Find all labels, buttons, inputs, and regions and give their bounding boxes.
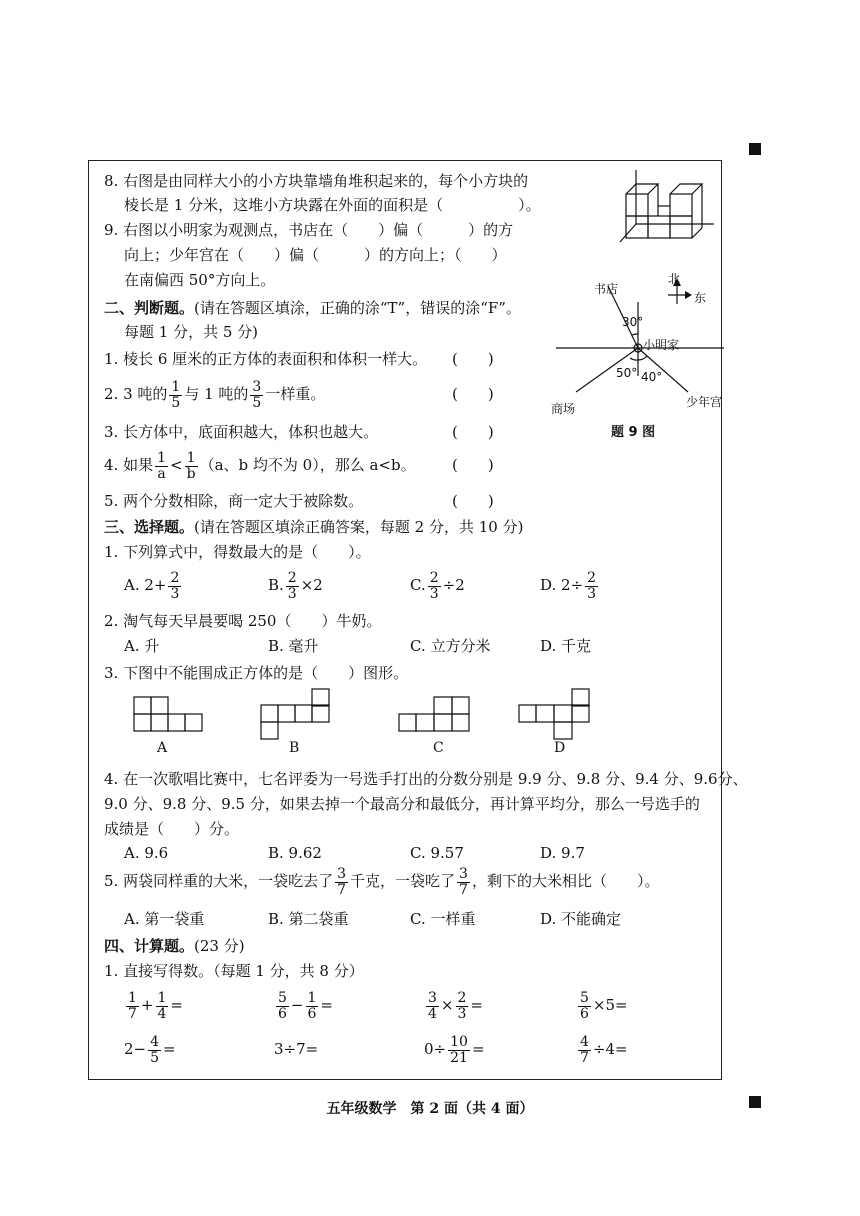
calc-expr-6: 3÷7= xyxy=(274,1040,319,1058)
cube-net-b[interactable] xyxy=(260,688,330,740)
choice-q4-option-d[interactable]: D. 9.7 xyxy=(540,844,585,862)
sec2-note: (请在答题区填涂，正确的涂“T”，错误的涂“F”。 xyxy=(194,299,521,317)
cube-net-c-label: C xyxy=(433,740,444,756)
choice-q1-option-b[interactable]: B. $\frac{2}{3}$ ×2 xyxy=(268,569,323,602)
choice-q1-option-d[interactable]: D. 2÷ $\frac{2}{3}$ xyxy=(540,569,597,602)
judge-paren-4[interactable]: ( ) xyxy=(452,456,494,474)
sec3-note: (请在答题区填涂正确答案，每题 2 分，共 10 分) xyxy=(194,518,524,536)
calc-expr-4: $\frac{5}{6}$ ×5= xyxy=(580,989,628,1022)
label-home: 小明家 xyxy=(643,338,680,352)
cube-net-d-label: D xyxy=(554,740,566,756)
choice-q2-option-a[interactable]: A. 升 xyxy=(124,637,160,655)
cube-net-a-label: A xyxy=(157,740,168,756)
choice-q5-option-b[interactable]: B. 第二袋重 xyxy=(268,910,349,928)
choice-q4-option-b[interactable]: B. 9.62 xyxy=(268,844,322,862)
sec4-title: 四、计算题。 xyxy=(104,937,195,955)
calc-expr-2: $\frac{5}{6}$ − $\frac{1}{6}$ = xyxy=(278,989,333,1022)
cube-net-d[interactable] xyxy=(518,688,590,740)
choice-q2-option-b[interactable]: B. 毫升 xyxy=(268,637,319,655)
q9-line1: 9. 右图以小明家为观测点，书店在（ ）偏（ ）的方 xyxy=(104,221,514,239)
judge-paren-1[interactable]: ( ) xyxy=(452,350,494,368)
figure-9-caption: 题 9 图 xyxy=(611,425,656,440)
judge-item-4: 4. 如果 $\frac{1}{a}$ < $\frac{1}{b}$ （a、b 均不为 0），那么 a<b。 xyxy=(104,449,416,482)
choice-q1-option-c[interactable]: C. $\frac{2}{3}$ ÷2 xyxy=(410,569,465,602)
choice-q4-option-c[interactable]: C. 9.57 xyxy=(410,844,464,862)
calc-expr-3: $\frac{3}{4}$ × $\frac{2}{3}$ = xyxy=(428,989,483,1022)
sec3-title: 三、选择题。 xyxy=(104,518,195,536)
judge-item-1: 1. 棱长 6 厘米的正方体的表面积和体积一样大。 xyxy=(104,350,428,368)
q9-line2: 向上；少年宫在（ ）偏（ ）的方向上；（ ） xyxy=(124,246,507,264)
choice-q4-line1: 4. 在一次歌唱比赛中，七名评委为一号选手打出的分数分别是 9.9 分、9.8 分、9.4 分、9.6分、 xyxy=(104,770,748,788)
label-east: 东 xyxy=(694,291,707,305)
sec2-note2: 每题 1 分，共 5 分) xyxy=(124,323,259,341)
judge-item-5: 5. 两个分数相除，商一定大于被除数。 xyxy=(104,492,364,510)
choice-q5: 5. 两袋同样重的大米，一袋吃去了 $\frac{3}{7}$ 千克，一袋吃了 $\frac{3}{7}$ ，剩下的大米相比（ ）。 xyxy=(104,865,660,898)
calc-expr-8: $\frac{4}{7}$ ÷4= xyxy=(580,1033,628,1066)
calc-expr-7: 0÷ $\frac{10}{21}$ = xyxy=(424,1033,485,1066)
calc-expr-1: $\frac{1}{7}$ + $\frac{1}{4}$ = xyxy=(128,989,183,1022)
q9-line3: 在南偏西 50°方向上。 xyxy=(124,271,276,289)
choice-q2-option-c[interactable]: C. 立方分米 xyxy=(410,637,491,655)
direction-diagram xyxy=(552,264,728,414)
cube-net-b-label: B xyxy=(289,740,300,756)
judge-item-2: 2. 3 吨的 $\frac{1}{5}$ 与 1 吨的 $\frac{3}{5}$ 一样重。 xyxy=(104,378,326,411)
label-youth-palace: 少年宫 xyxy=(686,395,723,409)
choice-q4-option-a[interactable]: A. 9.6 xyxy=(124,844,169,862)
choice-q1: 1. 下列算式中，得数最大的是（ ）。 xyxy=(104,543,371,561)
choice-q2-option-d[interactable]: D. 千克 xyxy=(540,637,592,655)
cube-stack-figure xyxy=(614,168,720,248)
choice-q3: 3. 下图中不能围成正方体的是（ ）图形。 xyxy=(104,664,409,682)
q8-line2: 棱长是 1 分米，这堆小方块露在外面的面积是（ ）。 xyxy=(124,196,541,214)
choice-q4-line2: 9.0 分、9.8 分、9.5 分，如果去掉一个最高分和最低分，再计算平均分，那么一号选手的 xyxy=(104,795,700,813)
registration-mark-top xyxy=(749,143,761,155)
choice-q5-option-d[interactable]: D. 不能确定 xyxy=(540,910,622,928)
choice-q5-option-a[interactable]: A. 第一袋重 xyxy=(124,910,205,928)
choice-q1-option-a[interactable]: A. 2+ $\frac{2}{3}$ xyxy=(124,569,180,602)
calc-sub1: 1. 直接写得数。（每题 1 分，共 8 分） xyxy=(104,962,364,980)
calc-expr-5: 2− $\frac{4}{5}$ = xyxy=(124,1033,176,1066)
label-bookstore: 书店 xyxy=(594,282,619,296)
label-angle-50: 50° xyxy=(616,366,638,380)
judge-paren-2[interactable]: ( ) xyxy=(452,385,494,403)
label-angle-40: 40° xyxy=(641,370,663,384)
cube-net-c[interactable] xyxy=(398,696,470,734)
page-footer: 五年级数学 第 2 面（共 4 面） xyxy=(326,1101,534,1117)
cube-net-a[interactable] xyxy=(133,696,203,734)
judge-paren-3[interactable]: ( ) xyxy=(452,423,494,441)
choice-q2: 2. 淘气每天早晨要喝 250（ ）牛奶。 xyxy=(104,612,382,630)
label-north: 北 xyxy=(668,272,681,286)
choice-q5-option-c[interactable]: C. 一样重 xyxy=(410,910,476,928)
judge-paren-5[interactable]: ( ) xyxy=(452,492,494,510)
choice-q4-line3: 成绩是（ ）分。 xyxy=(104,820,240,838)
sec2-title: 二、判断题。 xyxy=(104,299,195,317)
judge-item-3: 3. 长方体中，底面积越大，体积也越大。 xyxy=(104,423,379,441)
label-mall: 商场 xyxy=(551,402,576,416)
sec4-note: (23 分) xyxy=(194,937,245,955)
q8-line1: 8. 右图是由同样大小的小方块靠墙角堆积起来的，每个小方块的 xyxy=(104,172,529,190)
label-angle-30: 30° xyxy=(622,315,644,329)
